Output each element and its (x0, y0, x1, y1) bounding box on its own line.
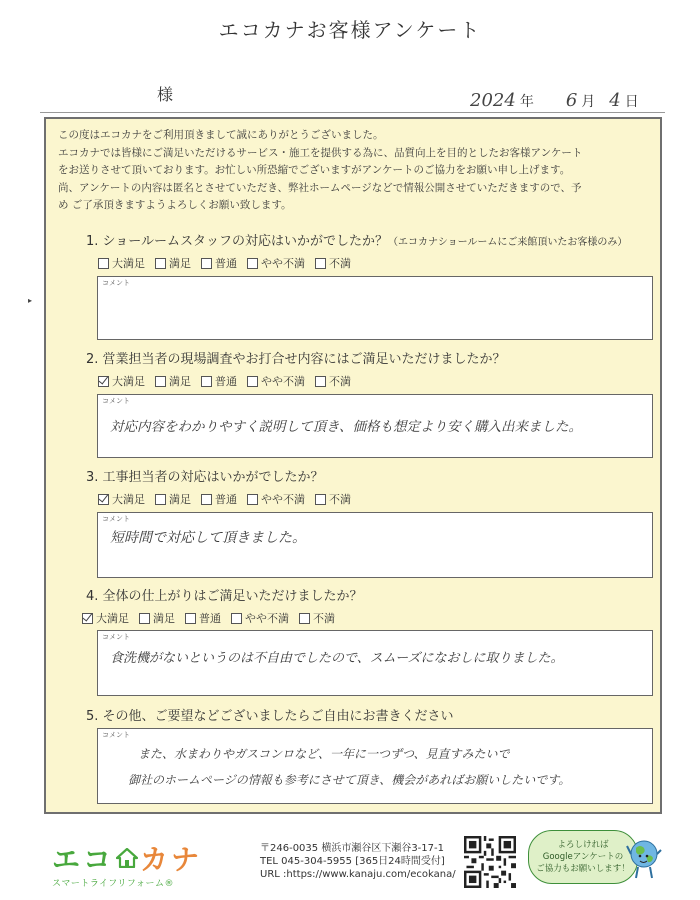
question-text: ショールームスタッフの対応はいかがでしたか？ (102, 234, 389, 249)
intro-line: をお送りさせて頂いております。お忙しい所恐縮でございますがアンケートのご協力をお願い申し上げます。 (58, 164, 571, 176)
option-label: やや不満 (261, 493, 305, 506)
rating-options (98, 372, 656, 390)
option-very-satisfied[interactable] (82, 610, 129, 626)
option-label: 不満 (329, 493, 351, 506)
handwritten-comment: 短時間で対応して頂きました。 (110, 530, 306, 546)
option-label: 普通 (215, 375, 237, 388)
question-number: 5. (86, 709, 99, 724)
question-text: 工事担当者の対応はいかがでしたか？ (102, 470, 324, 485)
option-somewhat-dissatisfied[interactable] (247, 255, 305, 271)
option-label: 普通 (215, 257, 237, 270)
comment-label: コメント (102, 279, 130, 287)
option-label: 満足 (169, 493, 191, 506)
comment-label: コメント (102, 397, 130, 405)
side-mark: ▸ (28, 296, 33, 305)
logo-text: エコ (52, 843, 115, 876)
checkbox[interactable] (139, 613, 150, 624)
checkbox[interactable] (98, 258, 109, 269)
checkbox[interactable] (247, 258, 258, 269)
question-text: 全体の仕上がりはご満足いただけましたか？ (102, 589, 363, 604)
date-day: 4 (609, 90, 621, 111)
url-line[interactable]: URL :https://www.kanaju.com/ecokana/ (260, 869, 456, 880)
option-neutral[interactable] (201, 491, 237, 507)
option-somewhat-dissatisfied[interactable] (231, 610, 289, 626)
question-4 (86, 585, 656, 627)
google-survey-bubble (528, 830, 638, 884)
option-very-satisfied[interactable] (98, 373, 145, 389)
bubble-line: ご協力もお願いします！ (536, 864, 630, 874)
date-line (470, 90, 660, 111)
checkbox-checked[interactable] (82, 613, 93, 624)
logo-tagline: スマートライフリフォーム® (52, 879, 174, 889)
option-label: 満足 (169, 257, 191, 270)
option-dissatisfied[interactable] (299, 610, 335, 626)
comment-box-4[interactable] (97, 630, 653, 696)
comment-label: コメント (102, 515, 130, 523)
checkbox[interactable] (231, 613, 242, 624)
question-5 (86, 705, 656, 725)
date-year: 2024 (470, 90, 516, 111)
intro-line: め ご了承頂きますようよろしくお願い致します。 (58, 199, 292, 211)
question-number: 1. (86, 234, 99, 249)
option-label: 大満足 (112, 375, 145, 388)
checkbox[interactable] (201, 494, 212, 505)
comment-box-1[interactable] (97, 276, 653, 340)
option-label: 大満足 (112, 257, 145, 270)
house-icon (116, 848, 138, 868)
option-satisfied[interactable] (139, 610, 175, 626)
intro-line: 尚、アンケートの内容は匿名とさせていただき、弊社ホームページなどで情報公開させていただきますので、予 (58, 181, 582, 194)
company-logo (52, 838, 202, 889)
question-number: 2. (86, 352, 99, 367)
rating-options (98, 490, 656, 508)
question-2 (86, 348, 656, 390)
option-neutral[interactable] (185, 610, 221, 626)
checkbox[interactable] (247, 376, 258, 387)
handwritten-comment: 食洗機がないというのは不自由でしたので、スムーズになおしに取りました。 (110, 651, 564, 666)
handwritten-comment-line: 御社のホームページの情報も参考にさせて頂き、機会があればお願いしたいです。 (128, 773, 571, 787)
question-text: 営業担当者の現場調査やお打合せ内容にはご満足いただけましたか？ (102, 352, 506, 367)
option-dissatisfied[interactable] (315, 491, 351, 507)
question-number: 3. (86, 470, 99, 485)
option-dissatisfied[interactable] (315, 255, 351, 271)
date-month: 6 (565, 90, 578, 111)
rating-options (82, 609, 656, 627)
checkbox[interactable] (315, 494, 326, 505)
option-satisfied[interactable] (155, 491, 191, 507)
intro-line: エコカナでは皆様にご満足いただけるサービス・施工を提供する為に、品質向上を目的としたお客様アンケート (58, 146, 583, 159)
option-satisfied[interactable] (155, 255, 191, 271)
option-label: 大満足 (96, 612, 129, 625)
checkbox-checked[interactable] (98, 376, 109, 387)
checkbox[interactable] (185, 613, 196, 624)
option-very-satisfied[interactable] (98, 255, 145, 271)
checkbox[interactable] (299, 613, 310, 624)
handwritten-comment: 対応内容をわかりやすく説明して頂き、価格も想定より安く購入出来ました。 (110, 419, 582, 435)
bubble-line: Googleアンケートの (542, 852, 624, 862)
checkbox[interactable] (155, 494, 166, 505)
date-month-unit: 月 (581, 94, 596, 110)
question-1 (86, 230, 656, 272)
comment-box-2[interactable] (97, 394, 653, 458)
phone-line: TEL 045-304-5955 [365日24時間受付] (260, 856, 445, 867)
option-label: やや不満 (245, 612, 289, 625)
checkbox-checked[interactable] (98, 494, 109, 505)
comment-box-3[interactable] (97, 512, 653, 578)
header-rule (40, 112, 665, 113)
question-number: 4. (86, 589, 99, 604)
rating-options (98, 254, 656, 272)
option-very-satisfied[interactable] (98, 491, 145, 507)
option-label: 満足 (153, 612, 175, 625)
option-label: 大満足 (112, 493, 145, 506)
logo-text-accent: カナ (140, 843, 203, 876)
option-neutral[interactable] (201, 255, 237, 271)
option-label: 普通 (215, 493, 237, 506)
bubble-line: よろしければ (557, 840, 609, 850)
question-3 (86, 466, 656, 508)
intro-text (58, 127, 654, 215)
option-label: 不満 (329, 375, 351, 388)
company-address (260, 842, 456, 881)
survey-title: エコカナお客様アンケート (218, 18, 482, 42)
option-label: 不満 (329, 257, 351, 270)
option-label: やや不満 (261, 257, 305, 270)
checkbox[interactable] (315, 258, 326, 269)
comment-label: コメント (102, 633, 130, 641)
survey-panel (44, 117, 662, 814)
comment-box-5[interactable] (97, 728, 653, 804)
handwritten-comment-line: また、水まわりやガスコンロなど、一年に一つずつ、見直すみたいで (138, 747, 510, 761)
option-dissatisfied[interactable] (315, 373, 351, 389)
checkbox[interactable] (155, 376, 166, 387)
option-label: やや不満 (261, 375, 305, 388)
question-note: （エコカナショールームにご来館頂いたお客様のみ） (388, 237, 628, 248)
checkbox[interactable] (201, 376, 212, 387)
option-somewhat-dissatisfied[interactable] (247, 491, 305, 507)
addressee-label: 様 (157, 85, 174, 104)
checkbox[interactable] (247, 494, 258, 505)
date-day-unit: 日 (624, 94, 639, 110)
checkbox[interactable] (315, 376, 326, 387)
question-text: その他、ご要望などございましたらご自由にお書きください (102, 709, 454, 724)
address-line: 〒246-0035 横浜市瀬谷区下瀬谷3-17-1 (260, 843, 444, 854)
footer (0, 826, 700, 900)
option-label: 普通 (199, 612, 221, 625)
qr-code-icon[interactable] (464, 836, 516, 888)
date-year-unit: 年 (519, 94, 534, 110)
option-satisfied[interactable] (155, 373, 191, 389)
comment-label: コメント (102, 731, 130, 739)
option-label: 満足 (169, 375, 191, 388)
globe-mascot-icon (626, 836, 662, 882)
checkbox[interactable] (155, 258, 166, 269)
intro-line: この度はエコカナをご利用頂きまして誠にありがとうございました。 (58, 129, 384, 141)
option-somewhat-dissatisfied[interactable] (247, 373, 305, 389)
option-label: 不満 (313, 612, 335, 625)
checkbox[interactable] (201, 258, 212, 269)
option-neutral[interactable] (201, 373, 237, 389)
